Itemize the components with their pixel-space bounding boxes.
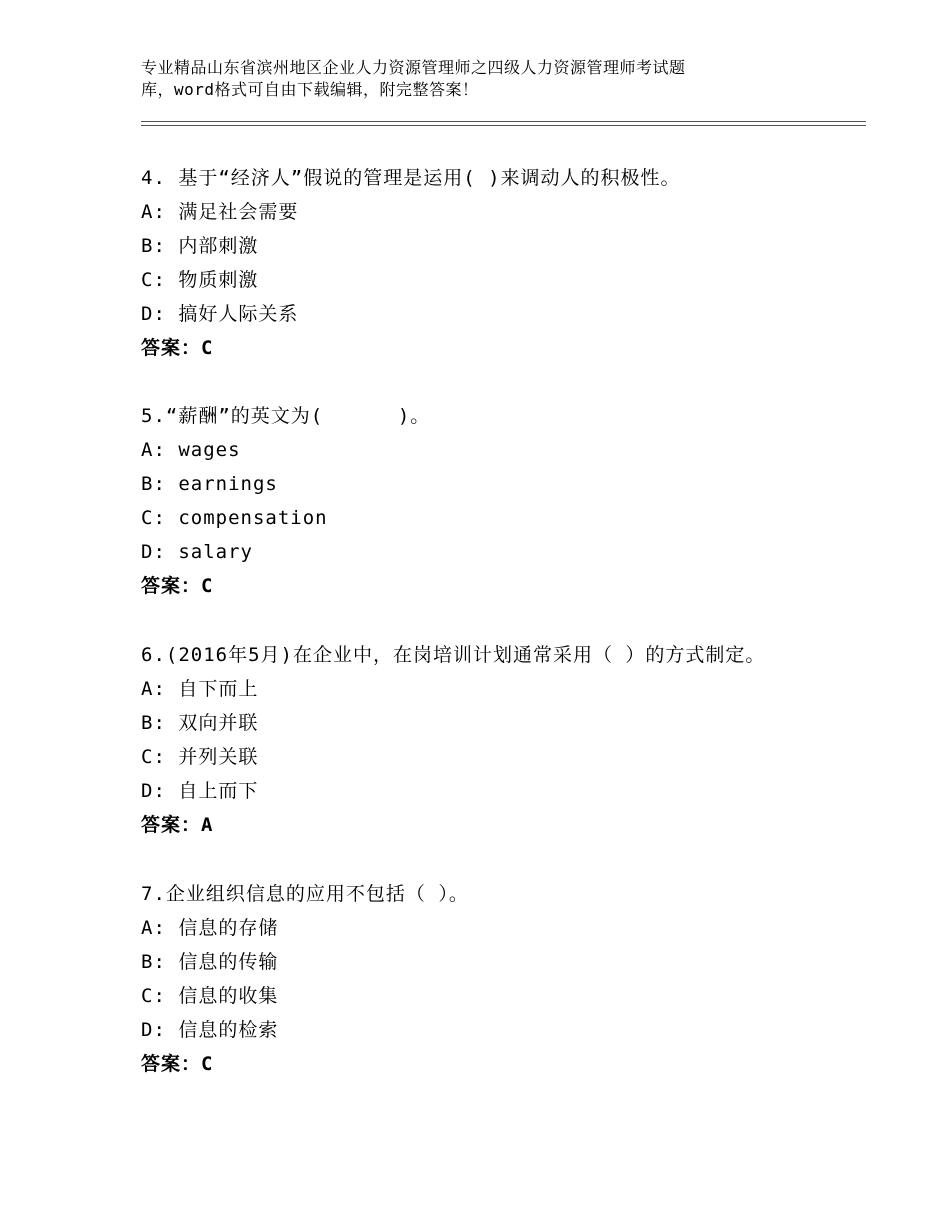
answer-line: 答案：C: [141, 575, 214, 597]
option-c: C: 物质刺激: [141, 269, 259, 291]
option-b: B: 信息的传输: [141, 951, 279, 973]
option-b: B: 内部刺激: [141, 235, 259, 257]
answer-line: 答案：A: [141, 814, 214, 836]
option-b: B: 双向并联: [141, 712, 259, 734]
header-title-line-2: 库，word格式可自由下载编辑，附完整答案！: [141, 80, 479, 99]
option-c: C: 并列关联: [141, 746, 259, 768]
option-a: A: 满足社会需要: [141, 201, 299, 223]
option-b: B: earnings: [141, 473, 278, 495]
option-a: A: wages: [141, 439, 241, 461]
document-header: [141, 57, 821, 101]
question-stem: 5.“薪酬”的英文为( )。: [141, 405, 431, 427]
question-7: [141, 877, 861, 1081]
header-double-rule: [141, 121, 866, 126]
option-d: D: salary: [141, 541, 253, 563]
question-stem: 6.(2016年5月)在企业中，在岗培训计划通常采用（ ）的方式制定。: [141, 644, 766, 666]
option-a: A: 自下而上: [141, 678, 259, 700]
option-c: C: compensation: [141, 507, 328, 529]
option-d: D: 自上而下: [141, 780, 259, 802]
option-d: D: 信息的检索: [141, 1019, 279, 1041]
question-stem: 7.企业组织信息的应用不包括（ ）。: [141, 883, 469, 905]
option-d: D: 搞好人际关系: [141, 303, 299, 325]
header-title-line-1: 专业精品山东省滨州地区企业人力资源管理师之四级人力资源管理师考试题: [141, 58, 686, 77]
option-c: C: 信息的收集: [141, 985, 279, 1007]
question-4: [141, 161, 861, 365]
answer-line: 答案：C: [141, 1053, 214, 1075]
option-a: A: 信息的存储: [141, 917, 279, 939]
question-5: [141, 399, 861, 603]
answer-line: 答案：C: [141, 337, 214, 359]
question-stem: 4. 基于“经济人”假说的管理是运用( )来调动人的积极性。: [141, 167, 681, 189]
question-6: [141, 638, 861, 842]
